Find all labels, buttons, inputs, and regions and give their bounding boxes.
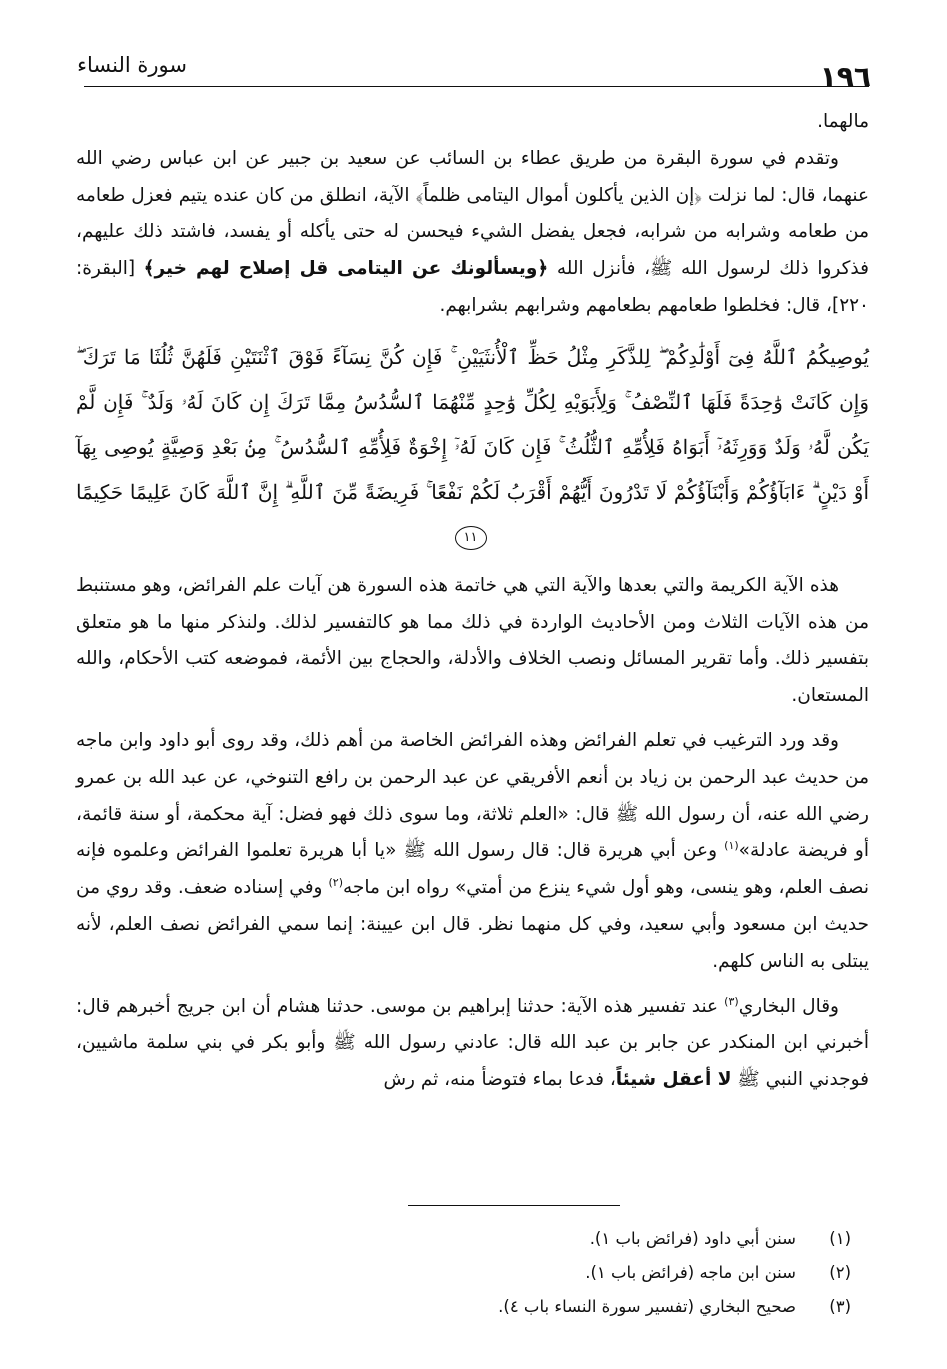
- paragraph-2-tail: [البقرة: ٢٢٠]، قال: فخلطوا طعامهم بطعامهم وشرابهم بشرابهم.: [76, 258, 869, 316]
- paragraph-5-text-b: عند تفسير هذه الآية: حدثنا إبراهيم بن موسى. حدثنا هشام أن ابن جريج أخبرهم قال: أخبرني ابن المنكدر عن جابر بن عبد الله قال: عادني رسول الله ﷺ وأبو بكر في بني سلمة ماشيين، فوجدني النبي ﷺ: [76, 995, 869, 1091]
- page-number: ١٩٦: [819, 60, 871, 93]
- footnote-number: (١): [829, 1229, 851, 1248]
- paragraph-4-text-b: وعن أبي هريرة قال: قال رسول الله ﷺ «يا أبا هريرة تعلموا الفرائض وعلموه فإنه نصف العلم، وهو ينسى، وهو أول شيء ينزع من أمتي» رواه ابن ماجه: [76, 840, 870, 899]
- paragraph-4: [76, 723, 869, 981]
- footnote-ref-3: (٣): [724, 994, 739, 1008]
- paragraph-2-text: وتقدم في سورة البقرة من طريق عطاء بن السائب عن سعيد بن جبير عن ابن عباس رضي الله عنهما، قال: لما نزلت ﴿إن الذين يأكلون أموال اليتامى ظلماً﴾ الآية، انطلق من كان عنده يتيم فعزل طعامه من طعامه وشرابه من شرابه، فجعل يفضل الشيء فيحسن له حتى يأكله أو يفسد، فاشتد ذلك عليهم، فذكروا ذلك لرسول الله ﷺ، فأنزل الله: [76, 147, 869, 280]
- footnotes: [498, 1222, 851, 1324]
- footnote-text: صحيح البخاري (تفسير سورة النساء باب ٤).: [498, 1297, 796, 1316]
- main-text: [76, 104, 869, 1099]
- paragraph-4-text-c: وفي إسناده ضعف. وقد روي من حديث ابن مسعود وأبي سعيد، وفي كل منهما نظر. قال ابن عيينة: إنما سمي الفرائض نصف العلم، لأنه يبتلى به الناس كلهم.: [76, 877, 869, 972]
- running-head-title: سورة النساء: [77, 53, 187, 77]
- footnote-text: سنن ابن ماجه (فرائض باب ١).: [585, 1263, 796, 1282]
- paragraph-5-text-c: ، فدعا بماء فتوضأ منه، ثم رش: [383, 1069, 616, 1091]
- verse-number-marker: ١١: [455, 526, 487, 550]
- footnote-number: (٢): [829, 1263, 851, 1282]
- paragraph-3: هذه الآية الكريمة والتي بعدها والآية التي هي خاتمة هذه السورة هن آيات علم الفرائض، وهو مستنبط من هذه الآيات الثلاث ومن الأحاديث الواردة في ذلك مما هو كالتفسير لذلك. ولنذكر منها ما هو متعلق بتفسير ذلك. وأما تقرير المسائل ونصب الخلاف والأدلة، والحجاج بين الأئمة، فموضعه كتب الأحكام، والله المستعان.: [76, 574, 869, 707]
- footnote-text: سنن أبي داود (فرائض باب ١).: [589, 1229, 796, 1248]
- paragraph-4-text-a: وقد ورد الترغيب في تعلم الفرائض وهذه الفرائض الخاصة من أهم ذلك، وقد روى أبو داود وابن ماجه من حديث عبد الرحمن بن زياد بن أنعم الأفريقي عن عبد الرحمن بن رافع التنوخي، عن عبد الله بن عمرو رضي الله عنه، أن رسول الله ﷺ قال: «العلم ثلاثة، وما سوى ذلك فهو فضل: آية محكمة، أو سنة قائمة، أو فريضة عادلة»: [76, 729, 869, 862]
- footnote-1: [498, 1222, 851, 1256]
- quran-verse-text: يُوصِيكُمُ ٱللَّهُ فِىٓ أَوْلَٰدِكُمْ ۖ لِلذَّكَرِ مِثْلُ حَظِّ ٱلْأُنثَيَيْنِ ۚ فَإِن كُنَّ نِسَآءً فَوْقَ ٱثْنَتَيْنِ فَلَهُنَّ ثُلُثَا مَا تَرَكَ ۖ وَإِن كَانَتْ وَٰحِدَةً فَلَهَا ٱلنِّصْفُ ۚ وَلِأَبَوَيْهِ لِكُلِّ وَٰحِدٍ مِّنْهُمَا ٱلسُّدُسُ مِمَّا تَرَكَ إِن كَانَ لَهُۥ وَلَدٌ ۚ فَإِن لَّمْ يَكُن لَّهُۥ وَلَدٌ وَوَرِثَهُۥٓ أَبَوَاهُ فَلِأُمِّهِ ٱلثُّلُثُ ۚ فَإِن كَانَ لَهُۥٓ إِخْوَةٌ فَلِأُمِّهِ ٱلسُّدُسُ ۚ مِنۢ بَعْدِ وَصِيَّةٍ يُوصِى بِهَآ أَوْ دَيْنٍ ۗ ءَابَآؤُكُمْ وَأَبْنَآؤُكُمْ لَا تَدْرُونَ أَيُّهُمْ أَقْرَبُ لَكُمْ نَفْعًا ۚ فَرِيضَةً مِّنَ ٱللَّهِ ۗ إِنَّ ٱللَّهَ كَانَ عَلِيمًا حَكِيمًا: [76, 344, 869, 504]
- paragraph-2: [76, 141, 869, 325]
- footnote-ref-1: (١): [724, 839, 739, 853]
- footnote-2: [498, 1256, 851, 1290]
- header-rule: [84, 86, 869, 87]
- quran-quote-bold: ﴿ويسألونك عن اليتامى قل إصلاح لهم خير﴾: [143, 258, 549, 280]
- paragraph-5-text-a: وقال البخاري: [738, 995, 839, 1017]
- paragraph-5: [76, 989, 869, 1099]
- footnote-3: [498, 1290, 851, 1324]
- footnote-rule: [408, 1205, 620, 1206]
- footnote-ref-2: (٢): [328, 876, 343, 889]
- quran-verse-block: [76, 335, 869, 560]
- footnote-number: (٣): [829, 1297, 851, 1316]
- hadith-quote-bold: لا أعقل شيئاً: [615, 1069, 732, 1091]
- paragraph-1: مالهما.: [817, 111, 869, 132]
